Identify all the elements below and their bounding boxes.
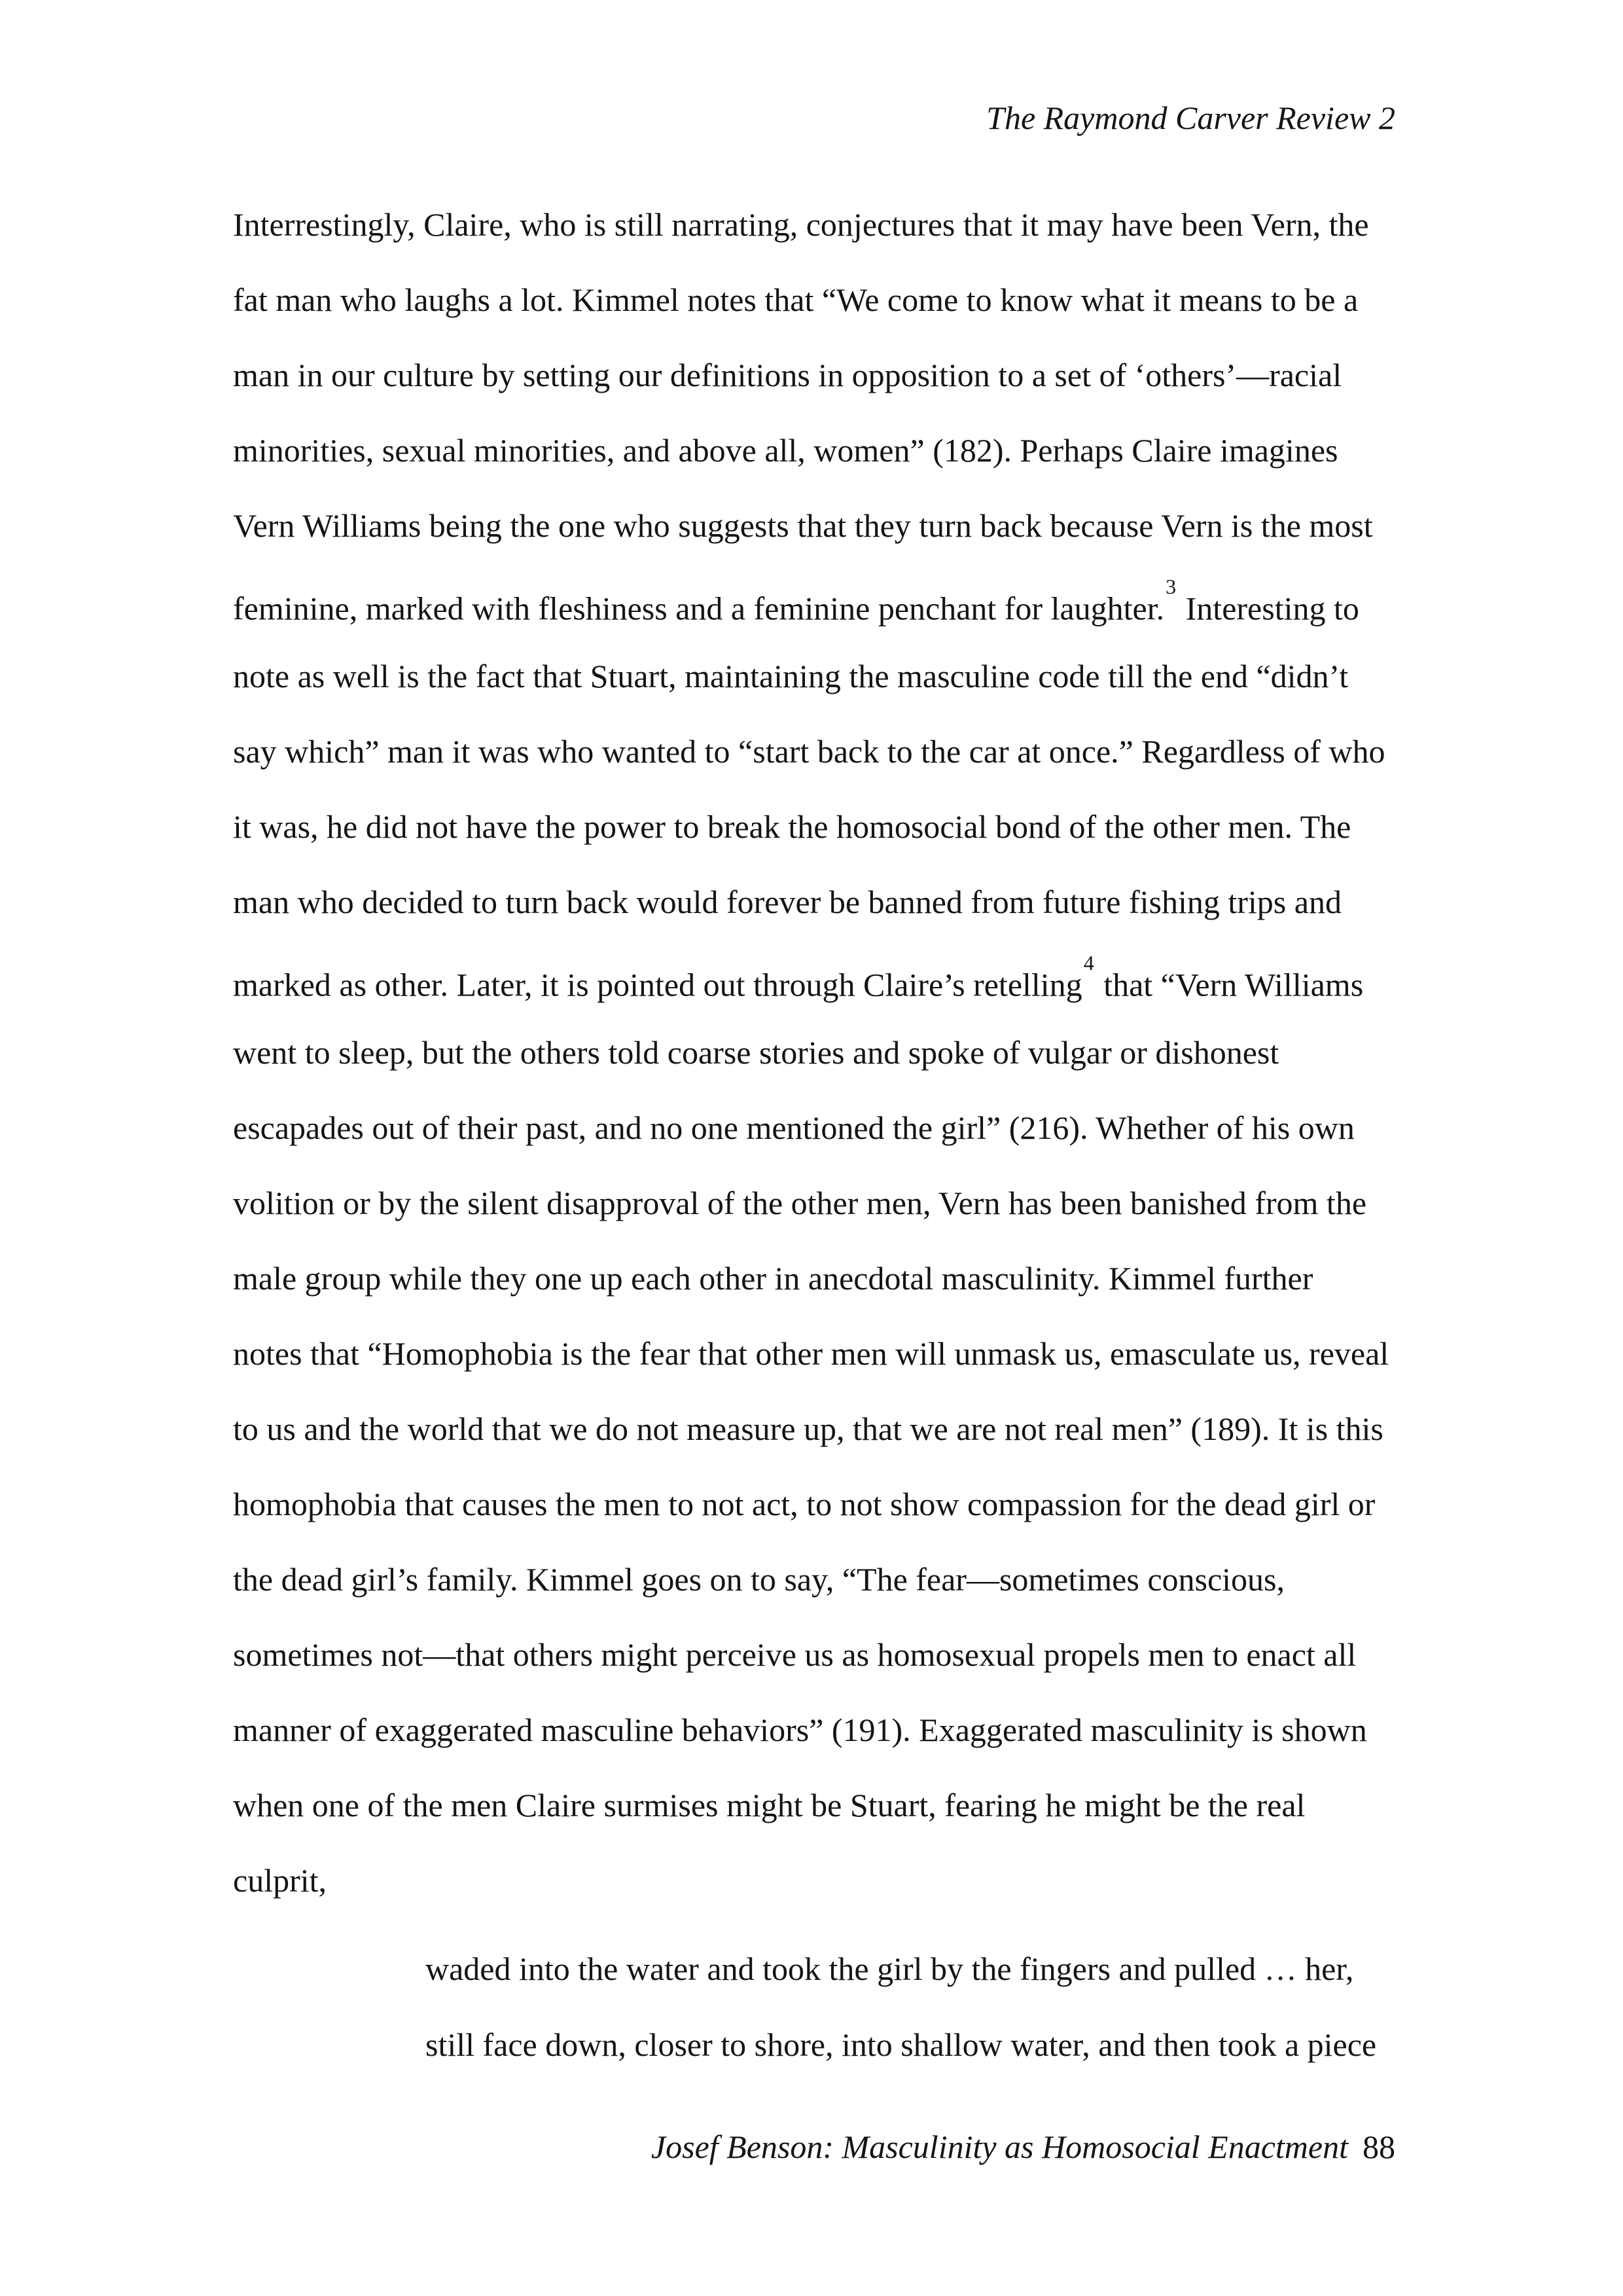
body-line (233, 195, 1389, 270)
body-line (233, 647, 1389, 722)
line-text: when one of the men Claire surmises might be Stuart, fearing he might be the real (233, 1787, 1306, 1823)
body-line (233, 270, 1389, 346)
running-footer (651, 2121, 1395, 2173)
body-line (233, 1851, 1389, 1926)
footnote-marker: 3 (1166, 575, 1177, 598)
body-line (233, 1174, 1389, 1249)
line-text: Interrestingly, Claire, who is still narrating, conjectures that it may have been Vern, the (233, 206, 1369, 243)
block-quote (425, 1939, 1376, 2091)
line-text: volition or by the silent disapproval of the other men, Vern has been banished from the (233, 1185, 1367, 1221)
body-paragraph (233, 195, 1389, 1926)
line-text: marked as other. Later, it is pointed out through Claire’s retelling (233, 966, 1082, 1003)
body-line (233, 1475, 1389, 1550)
line-text: man who decided to turn back would forever be banned from future fishing trips and (233, 884, 1342, 920)
line-text: Vern Williams being the one who suggests that they turn back because Vern is the most (233, 507, 1373, 544)
line-text: male group while they one up each other in anecdotal masculinity. Kimmel further (233, 1260, 1313, 1297)
body-line (233, 1776, 1389, 1851)
body-line (233, 1625, 1389, 1700)
block-quote-line: waded into the water and took the girl by the fingers and pulled … her, (425, 1950, 1354, 1987)
body-line (233, 1700, 1389, 1776)
line-text: sometimes not—that others might perceive us as homosexual propels men to enact all (233, 1636, 1357, 1673)
body-line (233, 346, 1389, 421)
body-line (233, 1098, 1389, 1174)
line-text: minorities, sexual minorities, and above all, women” (182). Perhaps Claire imagines (233, 432, 1338, 469)
body-line (233, 1324, 1389, 1399)
running-header (986, 92, 1395, 144)
body-line (233, 872, 1389, 948)
body-line (233, 1249, 1389, 1324)
line-text: homophobia that causes the men to not act, to not show compassion for the dead girl or (233, 1486, 1376, 1522)
body-line (233, 496, 1389, 571)
body-line (233, 1550, 1389, 1625)
body-line (233, 948, 1389, 1023)
page-number: 88 (1363, 2128, 1395, 2165)
line-text: notes that “Homophobia is the fear that other men will unmask us, emasculate us, reveal (233, 1335, 1389, 1372)
line-text: say which” man it was who wanted to “start back to the car at once.” Regardless of who (233, 733, 1385, 770)
body-line (233, 722, 1389, 797)
line-text: the dead girl’s family. Kimmel goes on to say, “The fear—sometimes conscious, (233, 1561, 1285, 1598)
line-text: note as well is the fact that Stuart, maintaining the masculine code till the end “didn’t (233, 658, 1349, 694)
line-text: culprit, (233, 1862, 327, 1899)
line-text: man in our culture by setting our definitions in opposition to a set of ‘others’—racial (233, 357, 1342, 393)
body-line (233, 1399, 1389, 1475)
line-text: to us and the world that we do not measure up, that we are not real men” (189). It is this (233, 1410, 1383, 1447)
journal-title: The Raymond Carver Review 2 (986, 99, 1395, 136)
body-line (233, 797, 1389, 872)
footnote-marker: 4 (1083, 951, 1094, 975)
line-text-continued: Interesting to (1177, 590, 1359, 627)
line-text: went to sleep, but the others told coarse stories and spoke of vulgar or dishonest (233, 1034, 1279, 1071)
article-title: Josef Benson: Masculinity as Homosocial Enactment (651, 2128, 1348, 2165)
line-text: it was, he did not have the power to break the homosocial bond of the other men. The (233, 808, 1351, 845)
line-text: fat man who laughs a lot. Kimmel notes that “We come to know what it means to be a (233, 281, 1359, 318)
line-text-continued: that “Vern Williams (1095, 966, 1364, 1003)
line-text: manner of exaggerated masculine behaviors” (191). Exaggerated masculinity is shown (233, 1712, 1367, 1748)
block-quote-line: still face down, closer to shore, into shallow water, and then took a piece (425, 2026, 1377, 2063)
body-line (233, 421, 1389, 496)
body-line (233, 1023, 1389, 1098)
line-text: escapades out of their past, and no one mentioned the girl” (216). Whether of his own (233, 1109, 1355, 1146)
body-line (233, 571, 1389, 647)
line-text: feminine, marked with fleshiness and a feminine penchant for laughter. (233, 590, 1165, 627)
